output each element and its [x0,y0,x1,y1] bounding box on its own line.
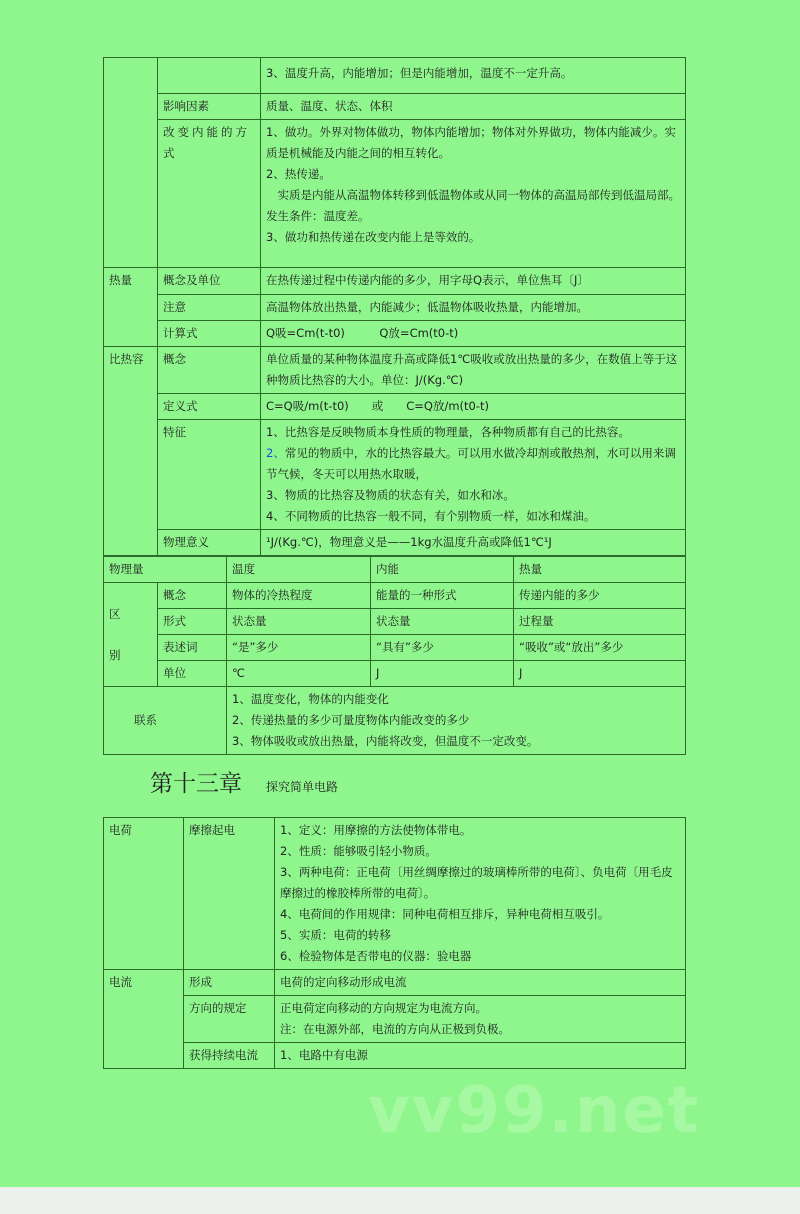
cell: “吸收”或“放出”多少 [514,635,686,661]
text: 常见的物质中，水的比热容最大。可以用水做冷却剂或散热剂，水可以用来调节气候，冬天可以用热水取暖， [266,446,676,481]
number: 2、 [266,446,285,460]
sub-cell: 方向的规定 [184,996,275,1043]
line: 4、不同物质的比热容一般不同，有个别物质一样，如冰和煤油。 [266,509,596,523]
chapter-title: 第十三章 [150,771,242,797]
comparison-table [103,556,686,755]
sub-cell: 摩擦起电 [184,818,275,970]
page-bottom-strip [0,1187,800,1214]
content-cell: Q吸=Cm(t-t0) Q放=Cm(t0-t) [261,321,686,347]
category-charge: 电荷 [104,818,184,970]
cell: 状态量 [227,609,371,635]
content-cell: 质量、温度、状态、体积 [261,94,686,120]
group-label [104,583,158,687]
cell: 状态量 [371,609,514,635]
header-cell: 温度 [227,557,371,583]
sub-cell: 物理意义 [158,530,261,556]
sub-cell: 概念及单位 [158,268,261,295]
sub-cell: 注意 [158,295,261,321]
cell: 单位 [158,661,227,687]
internal-energy-heat-table [103,57,686,556]
line: 5、实质：电荷的转移 [280,928,391,942]
cell: 过程量 [514,609,686,635]
header-cell: 物理量 [104,557,227,583]
cell: 物体的冷热程度 [227,583,371,609]
watermark-logo: vv99.net [368,1074,701,1148]
char: 区 [109,606,121,621]
cell: 表述词 [158,635,227,661]
line: 3、物质的比热容及物质的状态有关，如水和冰。 [266,488,515,502]
line: 正电荷定向移动的方向规定为电流方向。 [280,1001,487,1015]
content-cell: 高温物体放出热量，内能减少；低温物体吸收热量，内能增加。 [261,295,686,321]
line: 3、两种电荷：正电荷〔用丝绸摩擦过的玻璃棒所带的电荷〕、负电荷〔用毛皮摩擦过的橡胶棒所带的电荷〕。 [280,865,673,900]
link-label: 联系 [104,687,227,755]
cell: “具有”多少 [371,635,514,661]
chapter-subtitle: 探究简单电路 [266,780,339,794]
header-cell: 内能 [371,557,514,583]
line: 2、传递热量的多少可量度物体内能改变的多少 [232,713,470,727]
cell: “是”多少 [227,635,371,661]
content-cell [275,996,686,1043]
line: 6、检验物体是否带电的仪器：验电器 [280,949,472,963]
line: 1、温度变化，物体的内能变化 [232,692,389,706]
cell: 能量的一种形式 [371,583,514,609]
cell: 传递内能的多少 [514,583,686,609]
sub-cell [158,58,261,94]
sub-cell: 获得持续电流 [184,1043,275,1069]
cell: J [514,661,686,687]
sub-cell: 影响因素 [158,94,261,120]
circuit-table [103,817,686,1069]
line: 实质是内能从高温物体转移到低温物体或从同一物体的高温局部传到低温局部。 [266,188,680,202]
category-current: 电流 [104,970,184,1069]
sub-cell: 定义式 [158,394,261,420]
line: 3、做功和热传递在改变内能上是等效的。 [266,230,481,244]
content-cell: 在热传递过程中传递内能的多少，用字母Q表示，单位焦耳〔J〕 [261,268,686,295]
line [266,443,680,485]
sub-cell: 计算式 [158,321,261,347]
content-cell [261,420,686,530]
content-cell [261,120,686,268]
line: 4、电荷间的作用规律：同种电荷相互排斥，异种电荷相互吸引。 [280,907,610,921]
content-cell: ¹J/(Kg.℃)，物理意义是——1kg水温度升高或降低1℃¹J [261,530,686,556]
line: 发生条件：温度差。 [266,209,370,223]
chapter-heading [150,769,800,799]
line: 注：在电源外部，电流的方向从正极到负极。 [280,1022,510,1036]
header-cell: 热量 [514,557,686,583]
content-cell: 电荷的定向移动形成电流 [275,970,686,996]
sub-cell: 特征 [158,420,261,530]
line: 1、定义：用摩擦的方法使物体带电。 [280,823,472,837]
content-cell: 单位质量的某种物体温度升高或降低1℃吸收或放出热量的多少，在数值上等于这种物质比热容的大小。单位：J/(Kg.℃) [261,347,686,394]
line: 2、性质：能够吸引轻小物质。 [280,844,437,858]
sub-cell: 改变内能的方式 [158,120,261,268]
cell: 形式 [158,609,227,635]
category-cell [104,58,158,268]
line: 1、比热容是反映物质本身性质的物理量，各种物质都有自己的比热容。 [266,425,630,439]
line: 2、热传递。 [266,167,331,181]
sub-cell: 概念 [158,347,261,394]
cell: ℃ [227,661,371,687]
cell: J [371,661,514,687]
line: 1、做功。外界对物体做功，物体内能增加；物体对外界做功，物体内能减少。实质是机械能及内能之间的相互转化。 [266,125,676,160]
category-specific-heat: 比热容 [104,347,158,556]
category-heat: 热量 [104,268,158,347]
char: 别 [109,647,121,662]
content-cell [275,818,686,970]
link-content [227,687,686,755]
line: 3、物体吸收或放出热量，内能将改变，但温度不一定改变。 [232,734,539,748]
content-cell: C=Q吸/m(t-t0) 或 C=Q放/m(t0-t) [261,394,686,420]
cell: 概念 [158,583,227,609]
sub-cell: 形成 [184,970,275,996]
content-cell: 1、电路中有电源 [275,1043,686,1069]
content-cell: 3、温度升高，内能增加；但是内能增加，温度不一定升高。 [261,58,686,94]
